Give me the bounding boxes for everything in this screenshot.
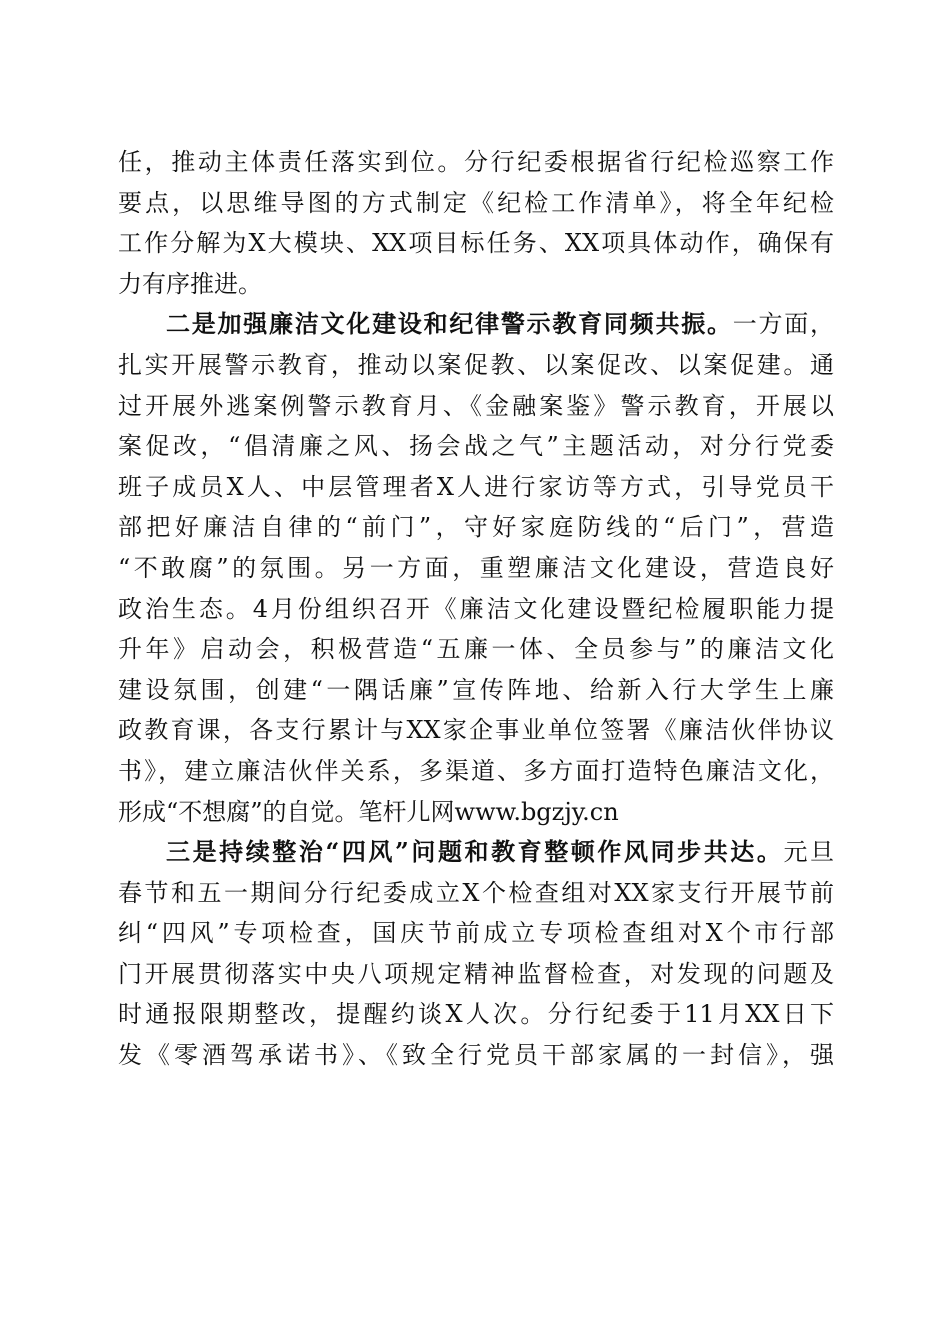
text-line: 力有序推进。 <box>118 269 262 298</box>
text-line: 过开展外逃案例警示教育月、《金融案鉴》警示教育，开展以 <box>118 391 834 420</box>
text-line: 部把好廉洁自律的“前门”，守好家庭防线的“后门”，营造 <box>118 513 834 542</box>
paragraph-heading: 二是加强廉洁文化建设和纪律警示教育同频共振。 <box>166 309 733 339</box>
text-line: “不敢腐”的氛围。另一方面，重塑廉洁文化建设，营造良好 <box>118 553 834 582</box>
text-line: 案促改，“倡清廉之风、扬会战之气”主题活动，对分行党委 <box>118 432 834 461</box>
text-line: 任，推动主体责任落实到位。分行纪委根据省行纪检巡察工作 <box>118 148 834 176</box>
text-line: 升年》启动会，积极营造“五廉一体、全员参与”的廉洁文化 <box>118 635 834 664</box>
text-line: 工作分解为X大模块、XX项目标任务、XX项具体动作，确保有 <box>118 229 834 258</box>
text-line: 政教育课，各支行累计与XX家企事业单位签署《廉洁伙伴协议 <box>118 716 834 745</box>
text-fragment: 一方面， <box>732 310 834 339</box>
text-line: 形成“不想腐”的自觉。笔杆儿网www.bgzjy.cn <box>118 797 619 826</box>
text-line: 春节和五一期间分行纪委成立X个检查组对XX家支行开展节前 <box>118 878 834 907</box>
text-line: 发《零酒驾承诺书》、《致全行党员干部家属的一封信》，强 <box>118 1041 834 1070</box>
text-line: 政治生态。4月份组织召开《廉洁文化建设暨纪检履职能力提 <box>118 594 834 623</box>
paragraph-2 <box>118 304 834 832</box>
text-line: 扎实开展警示教育，推动以案促教、以案促改、以案促建。通 <box>118 350 834 379</box>
text-line: 纠“四风”专项检查，国庆节前成立专项检查组对X个市行部 <box>118 919 834 948</box>
text-line: 要点，以思维导图的方式制定《纪检工作清单》，将全年纪检 <box>118 188 834 217</box>
text-line: 时通报限期整改，提醒约谈X人次。分行纪委于11月XX日下 <box>118 1000 834 1029</box>
paragraph-3 <box>118 832 834 1076</box>
text-line-first <box>118 832 834 873</box>
text-line-first <box>118 304 834 345</box>
text-line: 班子成员X人、中层管理者X人进行家访等方式，引导党员干 <box>118 472 834 501</box>
text-line: 建设氛围，创建“一隅话廉”宣传阵地、给新入行大学生上廉 <box>118 675 834 704</box>
text-fragment: 元旦 <box>783 838 835 867</box>
paragraph-1 <box>118 142 834 304</box>
paragraph-heading: 三是持续整治“四风”问题和教育整顿作风同步共达。 <box>166 837 784 867</box>
text-line: 门开展贯彻落实中央八项规定精神监督检查，对发现的问题及 <box>118 959 834 988</box>
text-line: 书》，建立廉洁伙伴关系，多渠道、多方面打造特色廉洁文化， <box>118 756 834 785</box>
document-body <box>118 142 834 1076</box>
